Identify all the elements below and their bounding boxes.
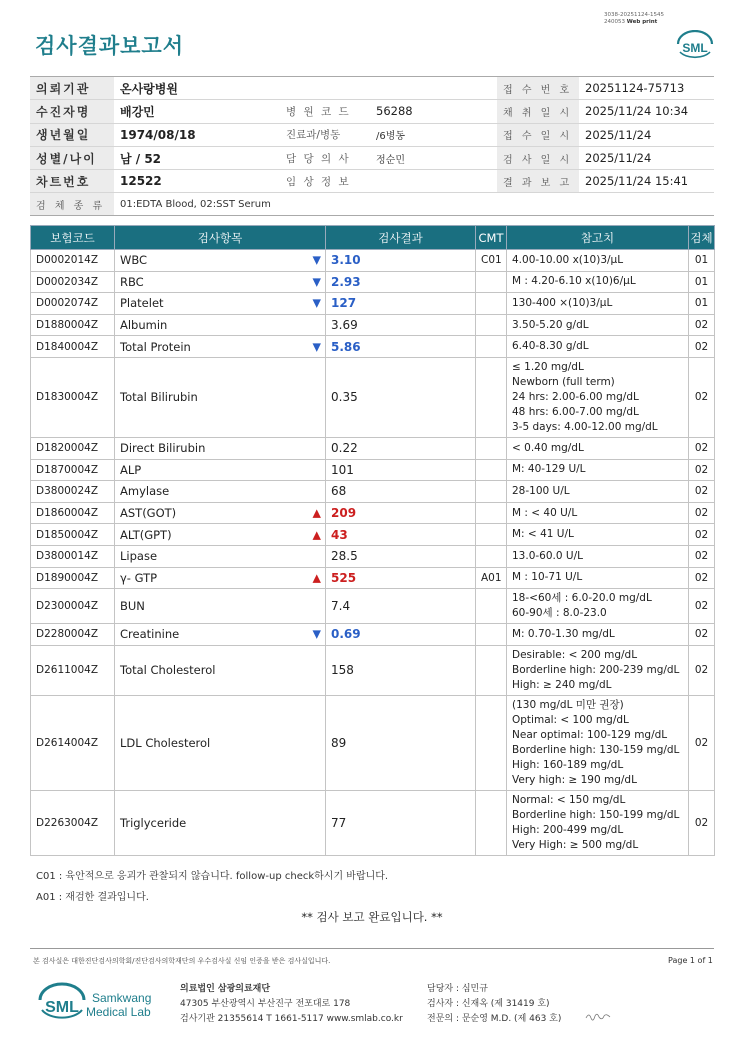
institution-info — [180, 982, 403, 1027]
result-value: 3.69 — [326, 314, 476, 336]
reference-line: 13.0-60.0 U/L — [512, 549, 583, 562]
result-item — [115, 357, 326, 437]
hospital-code-value: 56288 — [370, 100, 497, 123]
dept-label: 진료과/병동 — [280, 123, 370, 146]
result-item-label: Total Protein — [120, 339, 191, 354]
patient-row — [30, 146, 714, 169]
reference-line: M : < 40 U/L — [512, 506, 578, 519]
results-body — [31, 250, 715, 856]
patient-row — [30, 170, 714, 193]
result-value: 7.4 — [326, 589, 476, 624]
result-code: D1850004Z — [31, 524, 115, 546]
clinical-label: 임 상 정 보 — [280, 170, 370, 193]
result-item — [115, 790, 326, 855]
print-meta-code: 240053 — [604, 19, 625, 25]
result-code: D2300004Z — [31, 589, 115, 624]
result-code: D0002014Z — [31, 250, 115, 272]
result-row — [31, 437, 715, 459]
result-item-label: LDL Cholesterol — [120, 735, 211, 750]
chart-no-value: 12522 — [114, 170, 280, 193]
test-date-label: 검 사 일 시 — [497, 146, 579, 169]
result-value: 127 — [326, 293, 476, 315]
receipt-date-value: 2025/11/24 — [579, 123, 714, 146]
result-cmt — [476, 589, 507, 624]
patient-row — [30, 100, 714, 123]
samkwang-logo-line2: Medical Lab — [86, 1005, 151, 1019]
result-item-label: RBC — [120, 274, 144, 289]
reference-line: M : 10-71 U/L — [512, 571, 583, 584]
print-meta-label: Web print — [626, 19, 658, 25]
sex-age-value: 남 / 52 — [114, 146, 280, 169]
low-flag-icon: ▼ — [312, 296, 321, 310]
result-item — [115, 695, 326, 790]
result-item-label: γ- GTP — [120, 570, 158, 585]
collection-time-label: 채 취 일 시 — [497, 100, 579, 123]
result-specimen: 02 — [689, 790, 715, 855]
reference-line: High: 160-189 mg/dL — [512, 758, 624, 771]
result-item-label: Amylase — [120, 484, 170, 499]
result-specimen: 02 — [689, 314, 715, 336]
result-row — [31, 695, 715, 790]
result-code: D1830004Z — [31, 357, 115, 437]
reference-line: Borderline high: 200-239 mg/dL — [512, 663, 680, 676]
col-header-spec: 검체 — [689, 226, 715, 250]
reference-line: M : 4.20-6.10 x(10)6/μL — [512, 275, 636, 288]
reference-line: ≤ 1.20 mg/dL — [512, 360, 584, 373]
foundation-name: 의료법인 삼광의료재단 — [180, 984, 271, 994]
result-cmt — [476, 645, 507, 695]
print-meta — [604, 12, 664, 26]
patient-row — [30, 193, 714, 216]
reference-line: < 0.40 mg/dL — [512, 441, 584, 454]
result-code: D2611004Z — [31, 645, 115, 695]
result-item-label: BUN — [120, 599, 145, 614]
result-specimen: 02 — [689, 567, 715, 589]
result-reference — [507, 567, 689, 589]
result-item — [115, 645, 326, 695]
result-specimen: 02 — [689, 645, 715, 695]
low-flag-icon: ▼ — [312, 627, 321, 641]
result-row — [31, 250, 715, 272]
result-item-label: Creatinine — [120, 627, 180, 642]
high-flag-icon: ▲ — [312, 528, 321, 542]
reference-line: (130 mg/dL 미만 권장) — [512, 698, 624, 711]
note-a01: A01 : 재검한 결과입니다. — [36, 892, 149, 903]
result-item-label: Direct Bilirubin — [120, 441, 206, 456]
result-specimen: 02 — [689, 437, 715, 459]
result-item — [115, 502, 326, 524]
result-value: 68 — [326, 481, 476, 503]
result-reference — [507, 645, 689, 695]
high-flag-icon: ▲ — [312, 571, 321, 585]
result-row — [31, 545, 715, 567]
result-value: 209 — [326, 502, 476, 524]
result-reference — [507, 589, 689, 624]
col-header-code: 보험코드 — [31, 226, 115, 250]
result-row — [31, 524, 715, 546]
result-specimen: 02 — [689, 357, 715, 437]
result-code: D1820004Z — [31, 437, 115, 459]
result-item-label: Platelet — [120, 296, 164, 311]
result-code: D0002074Z — [31, 293, 115, 315]
chart-no-label: 차트번호 — [30, 170, 114, 193]
result-code: D3800014Z — [31, 545, 115, 567]
result-cmt — [476, 336, 507, 358]
collection-time-value: 2025/11/24 10:34 — [579, 100, 714, 123]
result-cmt — [476, 545, 507, 567]
result-cmt — [476, 314, 507, 336]
institution-label: 의뢰기관 — [30, 77, 114, 100]
sex-age-label: 성별/나이 — [30, 146, 114, 169]
result-item — [115, 589, 326, 624]
result-reference — [507, 790, 689, 855]
result-value: 3.10 — [326, 250, 476, 272]
sml-logo-icon — [674, 30, 716, 60]
result-reference — [507, 481, 689, 503]
reference-line: Very high: ≥ 190 mg/dL — [512, 773, 637, 786]
result-specimen: 02 — [689, 695, 715, 790]
result-item-label: Lipase — [120, 549, 158, 564]
tester: 검사자 : 신재옥 (제 31419 호) — [427, 999, 550, 1009]
result-item-label: AST(GOT) — [120, 506, 177, 521]
result-row — [31, 645, 715, 695]
print-meta-line1: 3038-20251124-1545 — [604, 12, 664, 18]
samkwang-logo-line1: Samkwang — [92, 991, 152, 1005]
dob-value: 1974/08/18 — [114, 123, 280, 146]
patient-info-table — [30, 76, 714, 216]
result-item — [115, 481, 326, 503]
result-value: 5.86 — [326, 336, 476, 358]
result-cmt — [476, 293, 507, 315]
result-item-label: Total Bilirubin — [120, 390, 198, 405]
result-item-label: Triglyceride — [120, 815, 187, 830]
result-row — [31, 271, 715, 293]
result-reference — [507, 357, 689, 437]
result-code: D1860004Z — [31, 502, 115, 524]
low-flag-icon: ▼ — [312, 253, 321, 267]
result-reference — [507, 336, 689, 358]
col-header-result: 검사결과 — [326, 226, 476, 250]
reference-line: 24 hrs: 2.00-6.00 mg/dL — [512, 390, 639, 403]
result-code: D0002034Z — [31, 271, 115, 293]
result-reference — [507, 502, 689, 524]
contact: 검사기관 21355614 T 1661-5117 www.smlab.co.kr — [180, 1014, 403, 1024]
result-item-label: ALT(GPT) — [120, 527, 172, 542]
reference-line: Normal: < 150 mg/dL — [512, 793, 626, 806]
reference-line: Optimal: < 100 mg/dL — [512, 713, 629, 726]
institution-value: 온사랑병원 — [114, 77, 280, 100]
result-value: 101 — [326, 459, 476, 481]
staff-info — [427, 982, 561, 1027]
low-flag-icon: ▼ — [312, 275, 321, 289]
low-flag-icon: ▼ — [312, 340, 321, 354]
result-cmt — [476, 502, 507, 524]
specialist: 전문의 : 문순영 M.D. (제 463 호) — [427, 1014, 562, 1024]
results-table — [30, 225, 715, 856]
receipt-date-label: 접 수 일 시 — [497, 123, 579, 146]
result-value: 2.93 — [326, 271, 476, 293]
result-reference — [507, 293, 689, 315]
result-specimen: 01 — [689, 250, 715, 272]
result-item-label: ALP — [120, 462, 142, 477]
result-code: D2280004Z — [31, 624, 115, 646]
col-header-ref: 참고치 — [507, 226, 689, 250]
print-meta-line2 — [604, 19, 664, 26]
result-value: 525 — [326, 567, 476, 589]
reference-line: 3-5 days: 4.00-12.00 mg/dL — [512, 420, 658, 433]
result-row — [31, 567, 715, 589]
result-item-label: WBC — [120, 253, 148, 268]
result-reference — [507, 459, 689, 481]
reference-line: 48 hrs: 6.00-7.00 mg/dL — [512, 405, 639, 418]
result-specimen: 01 — [689, 293, 715, 315]
result-item — [115, 567, 326, 589]
result-reference — [507, 271, 689, 293]
receipt-no-label: 접 수 번 호 — [497, 77, 579, 100]
result-row — [31, 589, 715, 624]
test-date-value: 2025/11/24 — [579, 146, 714, 169]
result-row — [31, 624, 715, 646]
reference-line: Borderline high: 130-159 mg/dL — [512, 743, 680, 756]
dob-label: 생년월일 — [30, 123, 114, 146]
reference-line: 4.00-10.00 x(10)3/μL — [512, 253, 624, 266]
result-code: D3800024Z — [31, 481, 115, 503]
result-item — [115, 314, 326, 336]
clinical-value — [370, 170, 497, 193]
result-cmt — [476, 459, 507, 481]
result-reference — [507, 314, 689, 336]
result-row — [31, 459, 715, 481]
result-row — [31, 481, 715, 503]
result-code: D2263004Z — [31, 790, 115, 855]
report-time-value: 2025/11/24 15:41 — [579, 170, 714, 193]
result-cmt — [476, 695, 507, 790]
sml-logo-text: SML — [682, 41, 708, 55]
certification-text: 본 검사실은 대한진단검사의학회/진단검사의학재단의 우수검사실 신임 인증을 받은 검사실입니다. — [33, 957, 331, 965]
result-item — [115, 437, 326, 459]
result-cmt — [476, 524, 507, 546]
result-row — [31, 502, 715, 524]
result-code: D1880004Z — [31, 314, 115, 336]
result-cmt: C01 — [476, 250, 507, 272]
result-cmt — [476, 790, 507, 855]
result-reference — [507, 250, 689, 272]
reference-line: Near optimal: 100-129 mg/dL — [512, 728, 668, 741]
result-item — [115, 293, 326, 315]
result-specimen: 02 — [689, 545, 715, 567]
result-item — [115, 624, 326, 646]
result-item — [115, 459, 326, 481]
result-row — [31, 314, 715, 336]
result-specimen: 02 — [689, 624, 715, 646]
page-title: 검사결과보고서 — [35, 34, 185, 58]
reference-line: 3.50-5.20 g/dL — [512, 318, 589, 331]
high-flag-icon: ▲ — [312, 506, 321, 520]
result-value: 77 — [326, 790, 476, 855]
reference-line: 6.40-8.30 g/dL — [512, 340, 589, 353]
patient-row — [30, 123, 714, 146]
reference-line: 18-<60세 : 6.0-20.0 mg/dL — [512, 592, 652, 605]
reference-line: Borderline high: 150-199 mg/dL — [512, 808, 680, 821]
result-item-label: Total Cholesterol — [120, 663, 216, 678]
report-time-label: 결 과 보 고 — [497, 170, 579, 193]
reference-line: M: < 41 U/L — [512, 528, 574, 541]
specimen-label: 검 체 종 류 — [30, 193, 114, 216]
result-specimen: 02 — [689, 481, 715, 503]
samkwang-logo-mark: SML — [45, 999, 79, 1016]
samkwang-logo-icon — [36, 980, 156, 1026]
result-item — [115, 271, 326, 293]
col-header-item: 검사항목 — [115, 226, 326, 250]
result-code: D1840004Z — [31, 336, 115, 358]
result-reference — [507, 545, 689, 567]
result-cmt — [476, 437, 507, 459]
result-cmt — [476, 481, 507, 503]
hospital-code-label: 병 원 코 드 — [280, 100, 370, 123]
result-item — [115, 336, 326, 358]
result-specimen: 02 — [689, 589, 715, 624]
manager: 담당자 : 심민규 — [427, 984, 488, 994]
note-c01: C01 : 육안적으로 응괴가 관찰되지 않습니다. follow-up check하시기 바랍니다. — [36, 871, 389, 882]
name-value: 배강민 — [114, 100, 280, 123]
result-code: D2614004Z — [31, 695, 115, 790]
reference-line: M: 40-129 U/L — [512, 463, 586, 476]
result-item — [115, 524, 326, 546]
results-header-row — [31, 226, 715, 250]
result-specimen: 02 — [689, 502, 715, 524]
name-label: 수진자명 — [30, 100, 114, 123]
doctor-label: 담 당 의 사 — [280, 146, 370, 169]
address: 47305 부산광역시 부산진구 전포대로 178 — [180, 999, 351, 1009]
patient-row — [30, 77, 714, 100]
result-specimen: 01 — [689, 271, 715, 293]
result-value: 43 — [326, 524, 476, 546]
dept-value: /6병동 — [370, 123, 497, 146]
page-number: Page 1 of 1 — [668, 956, 713, 965]
reference-line: 130-400 ×(10)3/μL — [512, 296, 613, 309]
result-cmt: A01 — [476, 567, 507, 589]
result-row — [31, 336, 715, 358]
reference-line: High: ≥ 240 mg/dL — [512, 678, 612, 691]
result-code: D1870004Z — [31, 459, 115, 481]
result-reference — [507, 524, 689, 546]
reference-line: 28-100 U/L — [512, 484, 570, 497]
result-value: 0.69 — [326, 624, 476, 646]
col-header-cmt: CMT — [476, 226, 507, 250]
doctor-value: 정순민 — [370, 146, 497, 169]
result-reference — [507, 624, 689, 646]
result-value: 0.22 — [326, 437, 476, 459]
reference-line: Newborn (full term) — [512, 375, 615, 388]
result-reference — [507, 695, 689, 790]
reference-line: 60-90세 : 8.0-23.0 — [512, 607, 607, 620]
result-value: 28.5 — [326, 545, 476, 567]
reference-line: Very High: ≥ 500 mg/dL — [512, 838, 639, 851]
result-row — [31, 293, 715, 315]
result-item — [115, 250, 326, 272]
result-specimen: 02 — [689, 336, 715, 358]
receipt-no-value: 20251124-75713 — [579, 77, 714, 100]
result-row — [31, 790, 715, 855]
specimen-value: 01:EDTA Blood, 02:SST Serum — [114, 193, 714, 216]
result-item — [115, 545, 326, 567]
signature-icon — [584, 1010, 614, 1022]
result-item-label: Albumin — [120, 318, 168, 333]
result-value: 0.35 — [326, 357, 476, 437]
result-reference — [507, 437, 689, 459]
result-row — [31, 357, 715, 437]
result-specimen: 02 — [689, 524, 715, 546]
result-specimen: 02 — [689, 459, 715, 481]
reference-line: High: 200-499 mg/dL — [512, 823, 624, 836]
report-complete: ** 검사 보고 완료입니다. ** — [301, 910, 443, 924]
result-value: 158 — [326, 645, 476, 695]
result-cmt — [476, 624, 507, 646]
footer-divider — [30, 948, 714, 949]
result-code: D1890004Z — [31, 567, 115, 589]
reference-line: Desirable: < 200 mg/dL — [512, 648, 638, 661]
result-cmt — [476, 357, 507, 437]
result-value: 89 — [326, 695, 476, 790]
reference-line: M: 0.70-1.30 mg/dL — [512, 627, 615, 640]
result-cmt — [476, 271, 507, 293]
